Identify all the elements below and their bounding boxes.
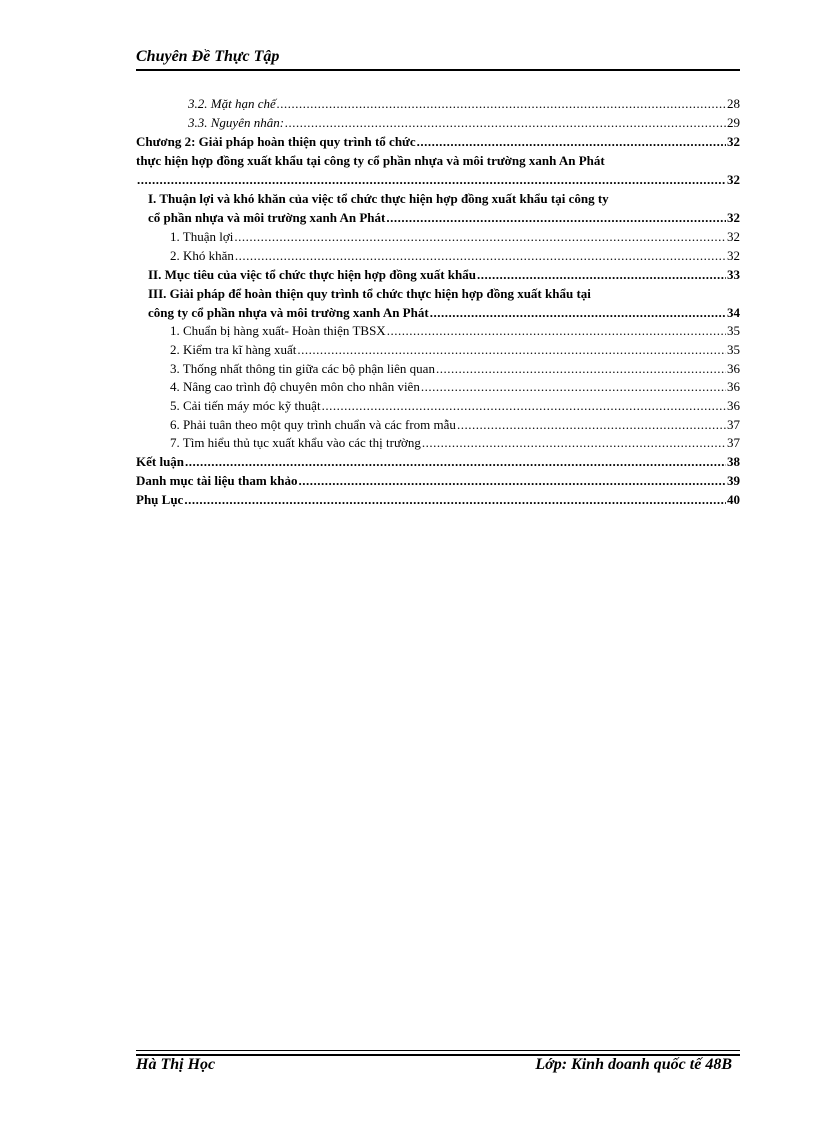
toc-entry-page: 36 — [727, 361, 740, 376]
toc-entry-page: 40 — [727, 492, 740, 507]
toc-entry-text: cổ phần nhựa và môi trường xanh An Phát — [148, 210, 386, 225]
toc-entry[interactable] — [188, 95, 740, 113]
toc-entry-page: 32 — [727, 248, 740, 263]
toc-entry-text: 4. Nâng cao trình độ chuyên môn cho nhân viên — [170, 379, 420, 394]
toc-entry-page: 38 — [727, 454, 740, 469]
toc-entry-text[interactable]: I. Thuận lợi và khó khăn của việc tổ chức thực hiện hợp đồng xuất khẩu tại công ty — [148, 191, 609, 206]
toc-entry-page: 32 — [727, 134, 740, 149]
toc-entry-page: 36 — [727, 398, 740, 413]
toc-entry-text: công ty cổ phần nhựa và môi trường xanh An Phát — [148, 305, 429, 320]
toc-entry-page: 33 — [727, 267, 740, 282]
toc-entry-text: 3.3. Nguyên nhân: — [188, 115, 285, 130]
page-header-title: Chuyên Đề Thực Tập — [136, 48, 280, 65]
toc-entry-text: 1. Chuẩn bị hàng xuất- Hoàn thiện TBSX — [170, 323, 386, 338]
toc-entry-page: 28 — [727, 96, 740, 111]
toc-leader-dots — [277, 95, 726, 113]
toc-entry[interactable] — [170, 416, 740, 434]
toc-entry[interactable] — [170, 247, 740, 265]
toc-entry-page: 35 — [727, 323, 740, 338]
toc-entry-text: Chương 2: Giải pháp hoàn thiện quy trình tổ chức — [136, 134, 416, 149]
toc-leader-dots — [457, 416, 726, 434]
toc-entry[interactable] — [188, 114, 740, 132]
toc-entry-text: 1. Thuận lợi — [170, 229, 234, 244]
toc-entry-text: Kết luận — [136, 454, 185, 469]
toc-entry-text: 6. Phải tuân theo một quy trình chuẩn và các from mẫu — [170, 417, 456, 432]
toc-leader-dots — [235, 247, 726, 265]
toc-leader-dots — [477, 266, 726, 284]
footer-class: Lớp: Kinh doanh quốc tế 48B — [535, 1056, 732, 1073]
toc-entry-text: 2. Khó khăn — [170, 248, 234, 263]
toc-entry-page: 32 — [727, 229, 740, 244]
toc-leader-dots — [184, 491, 726, 509]
toc-leader-dots — [137, 171, 726, 189]
toc-entry[interactable] — [148, 304, 740, 322]
toc-entry[interactable] — [170, 397, 740, 415]
toc-entry[interactable] — [136, 171, 740, 189]
toc-entry-text: 3.2. Mặt hạn chế — [188, 96, 276, 111]
toc-leader-dots — [417, 133, 726, 151]
footer-author: Hà Thị Học — [136, 1056, 216, 1073]
toc-entry-page: 32 — [727, 172, 740, 187]
toc-leader-dots — [297, 341, 726, 359]
toc-entry-page: 37 — [727, 417, 740, 432]
toc-entry-text: Phụ Lục — [136, 492, 184, 507]
toc-leader-dots — [421, 378, 726, 396]
toc-entry-page: 34 — [727, 305, 740, 320]
toc-entry-text: 7. Tìm hiểu thủ tục xuất khẩu vào các thị trường — [170, 435, 421, 450]
toc-entry[interactable] — [170, 378, 740, 396]
toc-entry[interactable] — [170, 434, 740, 452]
toc-leader-dots — [436, 360, 726, 378]
toc-leader-dots — [285, 114, 726, 132]
toc-leader-dots — [234, 228, 726, 246]
toc-leader-dots — [430, 304, 726, 322]
toc-entry[interactable] — [148, 209, 740, 227]
toc-entry-page: 35 — [727, 342, 740, 357]
toc-leader-dots — [185, 453, 726, 471]
toc-entry-text: Danh mục tài liệu tham khảo — [136, 473, 298, 488]
footer-divider — [136, 1050, 740, 1051]
toc-entry[interactable] — [170, 322, 740, 340]
toc-entry[interactable] — [170, 360, 740, 378]
toc-entry-text[interactable]: III. Giải pháp để hoàn thiện quy trình tổ chức thực hiện hợp đồng xuất khẩu tại — [148, 286, 591, 301]
toc-leader-dots — [386, 209, 726, 227]
toc-entry-page: 37 — [727, 435, 740, 450]
toc-entry-text: 3. Thống nhất thông tin giữa các bộ phận liên quan — [170, 361, 435, 376]
toc-entry[interactable] — [136, 472, 740, 490]
toc-entry[interactable] — [170, 228, 740, 246]
toc-leader-dots — [387, 322, 726, 340]
toc-entry-page: 39 — [727, 473, 740, 488]
toc-entry-page: 29 — [727, 115, 740, 130]
toc-entry-text: II. Mục tiêu của việc tổ chức thực hiện hợp đồng xuất khẩu — [148, 267, 476, 282]
header-divider — [136, 69, 740, 71]
toc-entry-page: 36 — [727, 379, 740, 394]
toc-entry[interactable] — [136, 453, 740, 471]
toc-entry-text: 5. Cải tiến máy móc kỹ thuật — [170, 398, 321, 413]
toc-leader-dots — [322, 397, 726, 415]
toc-entry[interactable] — [170, 341, 740, 359]
toc-leader-dots — [422, 434, 726, 452]
toc-chapter-entry[interactable] — [136, 133, 740, 151]
toc-entry-text: 2. Kiểm tra kĩ hàng xuất — [170, 342, 297, 357]
toc-entry[interactable] — [136, 491, 740, 509]
toc-leader-dots — [298, 472, 726, 490]
toc-entry-page: 32 — [727, 210, 740, 225]
toc-entry-continuation: thực hiện hợp đồng xuất khẩu tại công ty cổ phần nhựa và môi trường xanh An Phát — [136, 153, 605, 168]
toc-entry[interactable] — [148, 266, 740, 284]
